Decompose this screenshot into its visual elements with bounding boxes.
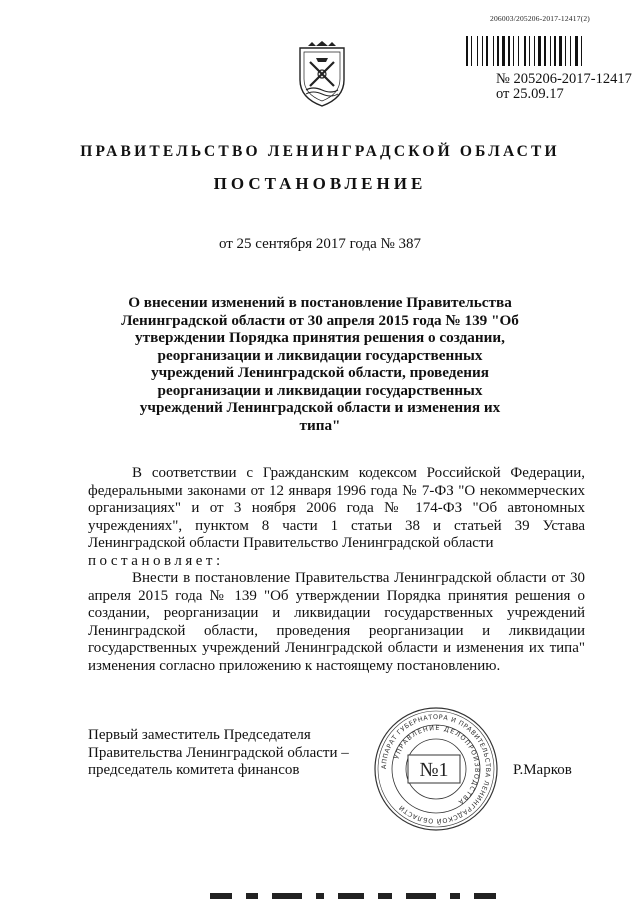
government-name: ПРАВИТЕЛЬСТВО ЛЕНИНГРАДСКОЙ ОБЛАСТИ xyxy=(80,143,560,160)
stamp-ring-text: АППАРАТ ГУБЕРНАТОРА И ПРАВИТЕЛЬСТВА ЛЕНИНГРАДСКОЙ ОБЛАСТИ xyxy=(379,712,493,826)
decree-body xyxy=(88,465,585,675)
document-kind: ПОСТАНОВЛЕНИЕ xyxy=(213,174,427,193)
barcode-icon xyxy=(466,36,606,66)
decree-subject-title: О внесении изменений в постановление Правительства Ленинградской области от 30 апреля 2015 года № 139 "Об утверждении Порядка принятия решения о создании, реорганизации и ликвидации государственных учреждений Ленинградской области, проведения реорганизации и ликвидации государственных учреждений Ленинградской области и изменения их типа" xyxy=(121,294,519,434)
stamp-inner-text: УПРАВЛЕНИЕ ДЕЛОПРОИЗВОДСТВА xyxy=(392,723,482,807)
official-seal-icon xyxy=(372,705,500,833)
decree-word: постановляет: xyxy=(88,552,224,569)
document-number: № 205206-2017-12417 xyxy=(496,71,632,87)
page-cut-marks xyxy=(210,893,580,901)
signatory-position-line: председатель комитета финансов xyxy=(88,762,300,778)
decree-date-number: от 25 сентября 2017 года № 387 xyxy=(218,236,422,252)
signatory-position-line: Правительства Ленинградской области – xyxy=(88,744,349,761)
signer-name: Р.Марков xyxy=(513,762,572,778)
coat-of-arms-icon xyxy=(296,40,348,110)
signatory-position-line: Первый заместитель Председателя xyxy=(88,727,311,743)
operative-paragraph: Внести в постановление Правительства Ленинградской области от 30 апреля 2015 года № 139 "Об утверждении Порядка принятия решения о создании, реорганизации и ликвидации государственных учреждений Ленинградской области, проведения реорганизации и ликвидации государственных учреждений Ленинградской области и изменения их типа" изменения согласно приложению к настоящему постановлению. xyxy=(88,570,585,674)
registration-code: 206003/205206-2017-12417(2) xyxy=(490,14,590,23)
preamble-paragraph: В соответствии с Гражданским кодексом Российской Федерации, федеральными законами от 12 января 1996 года № 7-ФЗ "О некоммерческих организациях" и от 3 ноября 2006 года № 174-ФЗ "Об автономных учреждениях", пунктом 8 части 1 статьи 38 и статьей 39 Устава Ленинградской области Правительство Ленинградской области xyxy=(88,465,585,551)
signatory-position xyxy=(88,727,349,780)
stamp-number-mark: №1 xyxy=(419,759,449,781)
document-date: от 25.09.17 xyxy=(496,86,564,102)
